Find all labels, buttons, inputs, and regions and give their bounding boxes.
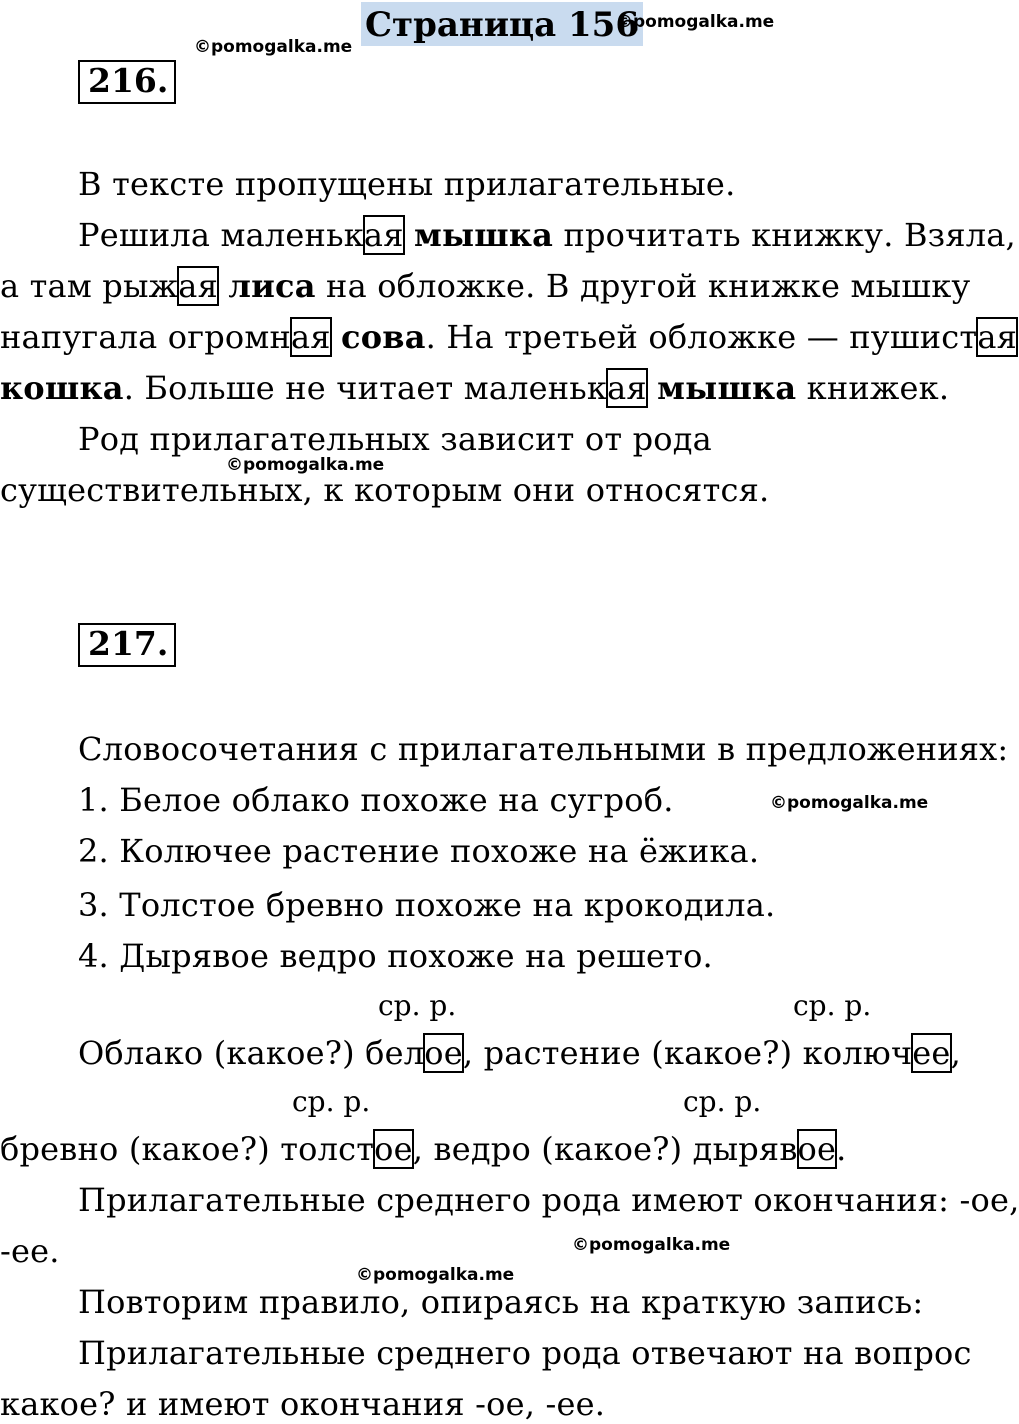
exercise-number-216: 216. <box>78 60 176 104</box>
ending-box: ое <box>424 1034 463 1072</box>
watermark: ©pomogalka.me <box>356 1265 515 1285</box>
exercise-number-217: 217. <box>78 623 176 667</box>
rule-text: существительных, к которым они относятся. <box>0 471 770 509</box>
noun: кошка <box>0 369 124 407</box>
rule-text: Род прилагательных зависит от рода <box>78 420 712 458</box>
ending-box: ое <box>797 1130 837 1168</box>
ending-box: ая <box>178 267 218 305</box>
noun: мышка <box>657 369 797 407</box>
list-item: 4. Дырявое ведро похоже на решето. <box>78 937 713 975</box>
watermark: ©pomogalka.me <box>194 37 353 57</box>
watermark: ©pomogalka.me <box>770 793 929 813</box>
noun: мышка <box>413 216 554 254</box>
watermark: ©pomogalka.me <box>616 12 775 32</box>
rule-text: Прилагательные среднего рода отвечают на вопрос <box>78 1334 972 1372</box>
ending-box: ая <box>607 369 647 407</box>
rule-intro: Повторим правило, опираясь на краткую запись: <box>78 1283 924 1321</box>
watermark: ©pomogalka.me <box>572 1235 731 1255</box>
text-line: кошка. Больше не читает маленькая мышка книжек. <box>0 369 950 407</box>
conclusion-text: -ее. <box>0 1232 60 1270</box>
text-line: напугала огромная сова. На третьей обложке — пушистая <box>0 318 1018 356</box>
ending-box: ая <box>977 318 1018 356</box>
exercise-216-intro: В тексте пропущены прилагательные. <box>78 165 736 203</box>
ending-box: ая <box>290 318 331 356</box>
page-title: Страница 156 <box>361 2 643 46</box>
watermark: ©pomogalka.me <box>226 455 385 475</box>
conclusion-text: Прилагательные среднего рода имеют окончания: -ое, <box>78 1181 1019 1219</box>
rule-text: какое? и имеют окончания -ое, -ее. <box>0 1385 606 1423</box>
gender-label: ср. р. <box>793 989 872 1022</box>
noun: сова <box>341 318 426 356</box>
noun: лиса <box>228 267 316 305</box>
gender-label: ср. р. <box>292 1085 371 1118</box>
list-item: 1. Белое облако похоже на сугроб. <box>78 781 674 819</box>
ending-box: ее <box>912 1034 951 1072</box>
ending-box: ая <box>363 216 404 254</box>
gender-label: ср. р. <box>683 1085 762 1118</box>
text-line: Решила маленькая мышка прочитать книжку. Взяла, <box>78 216 1016 254</box>
text-line: а там рыжая лиса на обложке. В другой книжке мышку <box>0 267 971 305</box>
exercise-217-intro: Словосочетания с прилагательными в предложениях: <box>78 730 1009 768</box>
ending-box: ое <box>374 1130 413 1168</box>
list-item: 2. Колючее растение похоже на ёжика. <box>78 832 760 870</box>
gender-label: ср. р. <box>378 989 457 1022</box>
text-line: Облако (какое?) белое, растение (какое?) колючее, <box>78 1034 961 1072</box>
list-item: 3. Толстое бревно похоже на крокодила. <box>78 886 776 924</box>
text-line: бревно (какое?) толстое, ведро (какое?) дырявое. <box>0 1130 847 1168</box>
